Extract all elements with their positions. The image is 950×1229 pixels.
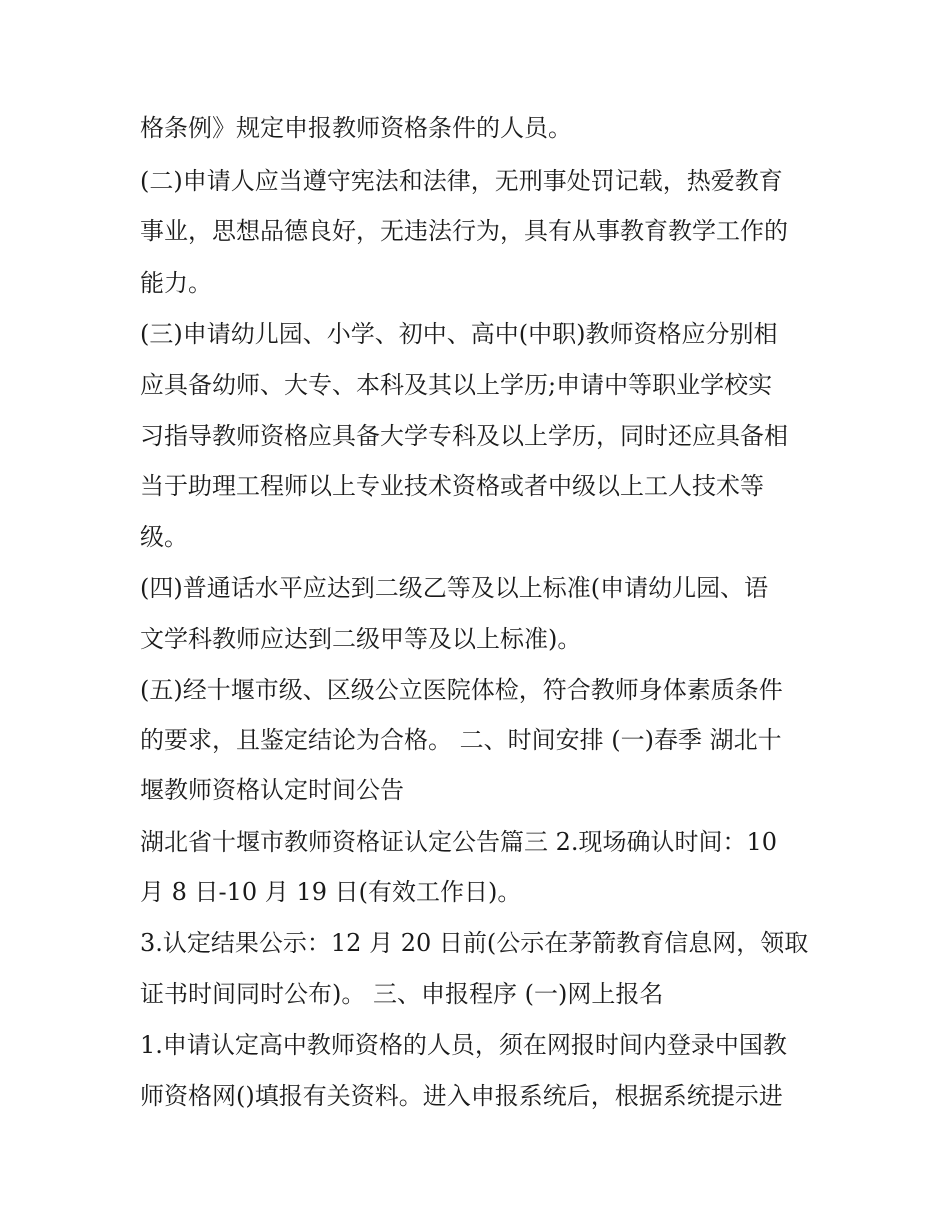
text-line: 习指导教师资格应具备大学专科及以上学历，同时还应具备相 bbox=[140, 422, 788, 450]
text-line: 文学科教师应达到二级甲等及以上标准)。 bbox=[140, 625, 582, 653]
text-line: 当于助理工程师以上专业技术资格或者中级以上工人技术等 bbox=[140, 472, 764, 500]
text-line: 能力。 bbox=[140, 269, 212, 297]
text-line: 格条例》规定申报教师资格条件的人员。 bbox=[140, 114, 572, 142]
text-line: 证书时间同时公布)。 三、申报程序 (一)网上报名 bbox=[140, 980, 664, 1008]
text-line: 师资格网()填报有关资料。进入申报系统后，根据系统提示进 bbox=[140, 1082, 783, 1110]
text-line: 应具备幼师、大专、本科及其以上学历;申请中等职业学校实 bbox=[140, 371, 773, 399]
text-line: 3.认定结果公示：12 月 20 日前(公示在茅箭教育信息网，领取 bbox=[140, 929, 809, 957]
text-line: (二)申请人应当遵守宪法和法律，无刑事处罚记载，热爱教育 bbox=[140, 167, 783, 195]
text-line: 月 8 日-10 月 19 日(有效工作日)。 bbox=[140, 878, 522, 906]
text-line: 湖北省十堰市教师资格证认定公告篇三 2.现场确认时间：10 bbox=[140, 828, 778, 856]
text-line: 级。 bbox=[140, 523, 188, 551]
text-line: 事业，思想品德良好，无违法行为，具有从事教育教学工作的 bbox=[140, 217, 788, 245]
text-line: (三)申请幼儿园、小学、初中、高中(中职)教师资格应分别相 bbox=[140, 320, 778, 348]
text-line: 堰教师资格认定时间公告 bbox=[140, 776, 404, 804]
text-line: (四)普通话水平应达到二级乙等及以上标准(申请幼儿园、语 bbox=[140, 574, 769, 602]
text-line: (五)经十堰市级、区级公立医院体检，符合教师身体素质条件 bbox=[140, 676, 783, 704]
text-line: 1.申请认定高中教师资格的人员，须在网报时间内登录中国教 bbox=[140, 1031, 787, 1059]
text-line: 的要求，且鉴定结论为合格。 二、时间安排 (一)春季 湖北十 bbox=[140, 726, 782, 754]
